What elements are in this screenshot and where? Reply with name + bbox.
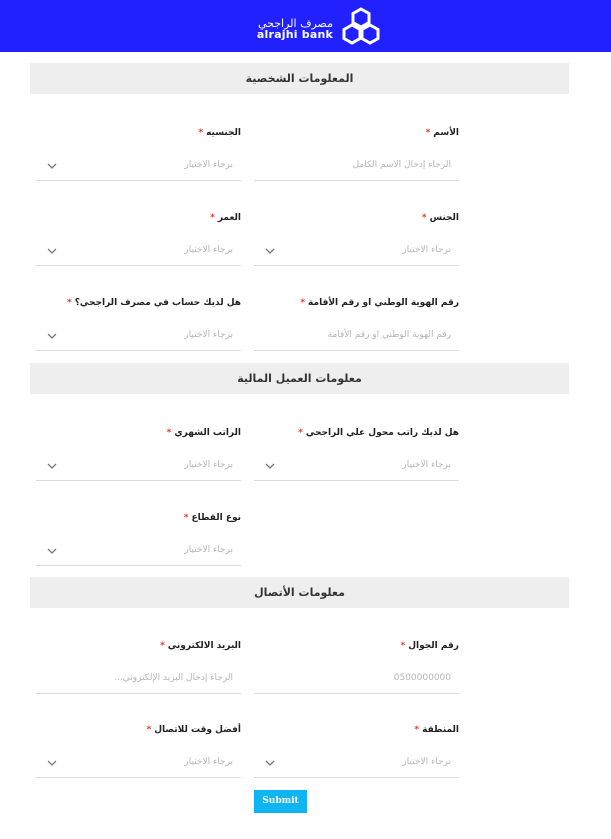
has-account-select[interactable] [36,324,241,351]
mobile-placeholder: 0500000000 [393,673,451,683]
age-placeholder: برجاء الاختيار [184,245,233,255]
has-account-label: هل لديك حساب في مصرف الراجحي؟* [66,298,241,308]
national-id-input[interactable] [254,324,459,351]
sector-select[interactable] [36,539,241,566]
has-account-placeholder: برجاء الاختيار [184,330,233,340]
alrajhi-logo-icon [339,5,383,47]
gender-select[interactable] [254,239,459,266]
mobile-input[interactable] [254,667,459,694]
chevron-down-icon [46,330,58,342]
salary-transfer-placeholder: برجاء الاختيار [402,460,451,470]
submit-button[interactable]: Submit [254,790,307,813]
salary-transfer-label: هل لديك راتب محول علي الراجحي* [298,428,459,438]
region-placeholder: برجاء الاختيار [402,757,451,767]
section-financial-info: معلومات العميل المالية [30,363,569,394]
monthly-salary-label: الراتب الشهري* [166,428,241,438]
name-label: الأسم* [425,128,459,138]
national-id-placeholder: رقم الهوية الوطني او رقم الأقامة [327,330,451,340]
chevron-down-icon [46,460,58,472]
chevron-down-icon [46,757,58,769]
age-select[interactable] [36,239,241,266]
best-time-select[interactable] [36,751,241,778]
section-personal-info: المعلومات الشخصية [30,63,569,94]
monthly-salary-placeholder: برجاء الاختيار [184,460,233,470]
email-placeholder: الرجاء إدخال البريد الإلكتروني... [114,673,233,683]
region-label: المنطقة* [414,725,459,735]
gender-label: الجنس* [421,213,459,223]
brand-name-ar: مصرف الراجحي [257,17,333,30]
nationality-select[interactable] [36,154,241,181]
region-select[interactable] [254,751,459,778]
salary-transfer-select[interactable] [254,454,459,481]
name-input[interactable] [254,154,459,181]
best-time-label: أفضل وقت للاتصال* [146,725,241,735]
email-label: البريد الالكتروني* [160,641,241,651]
national-id-label: رقم الهوية الوطني او رقم الأقامة* [300,298,459,308]
chevron-down-icon [264,757,276,769]
nationality-placeholder: برجاء الاختيار [184,160,233,170]
sector-placeholder: برجاء الاختيار [184,545,233,555]
chevron-down-icon [46,160,58,172]
best-time-placeholder: برجاء الاختيار [184,757,233,767]
brand-name-en: alrajhi bank [256,28,333,41]
section-contact-info: معلومات الأتصال [30,577,569,608]
alrajhi-logo[interactable] [256,5,383,47]
email-input[interactable] [36,667,241,694]
chevron-down-icon [46,245,58,257]
header-bar [0,0,611,52]
mobile-label: رقم الجوال* [400,641,459,651]
age-label: العمر* [210,213,241,223]
chevron-down-icon [46,545,58,557]
gender-placeholder: برجاء الاختيار [402,245,451,255]
nationality-label: الجنسيه* [198,128,241,138]
sector-label: نوع القطاع* [183,513,241,523]
chevron-down-icon [264,460,276,472]
name-placeholder: الرجاء إدخال الاسم الكامل [352,160,451,170]
monthly-salary-select[interactable] [36,454,241,481]
chevron-down-icon [264,245,276,257]
